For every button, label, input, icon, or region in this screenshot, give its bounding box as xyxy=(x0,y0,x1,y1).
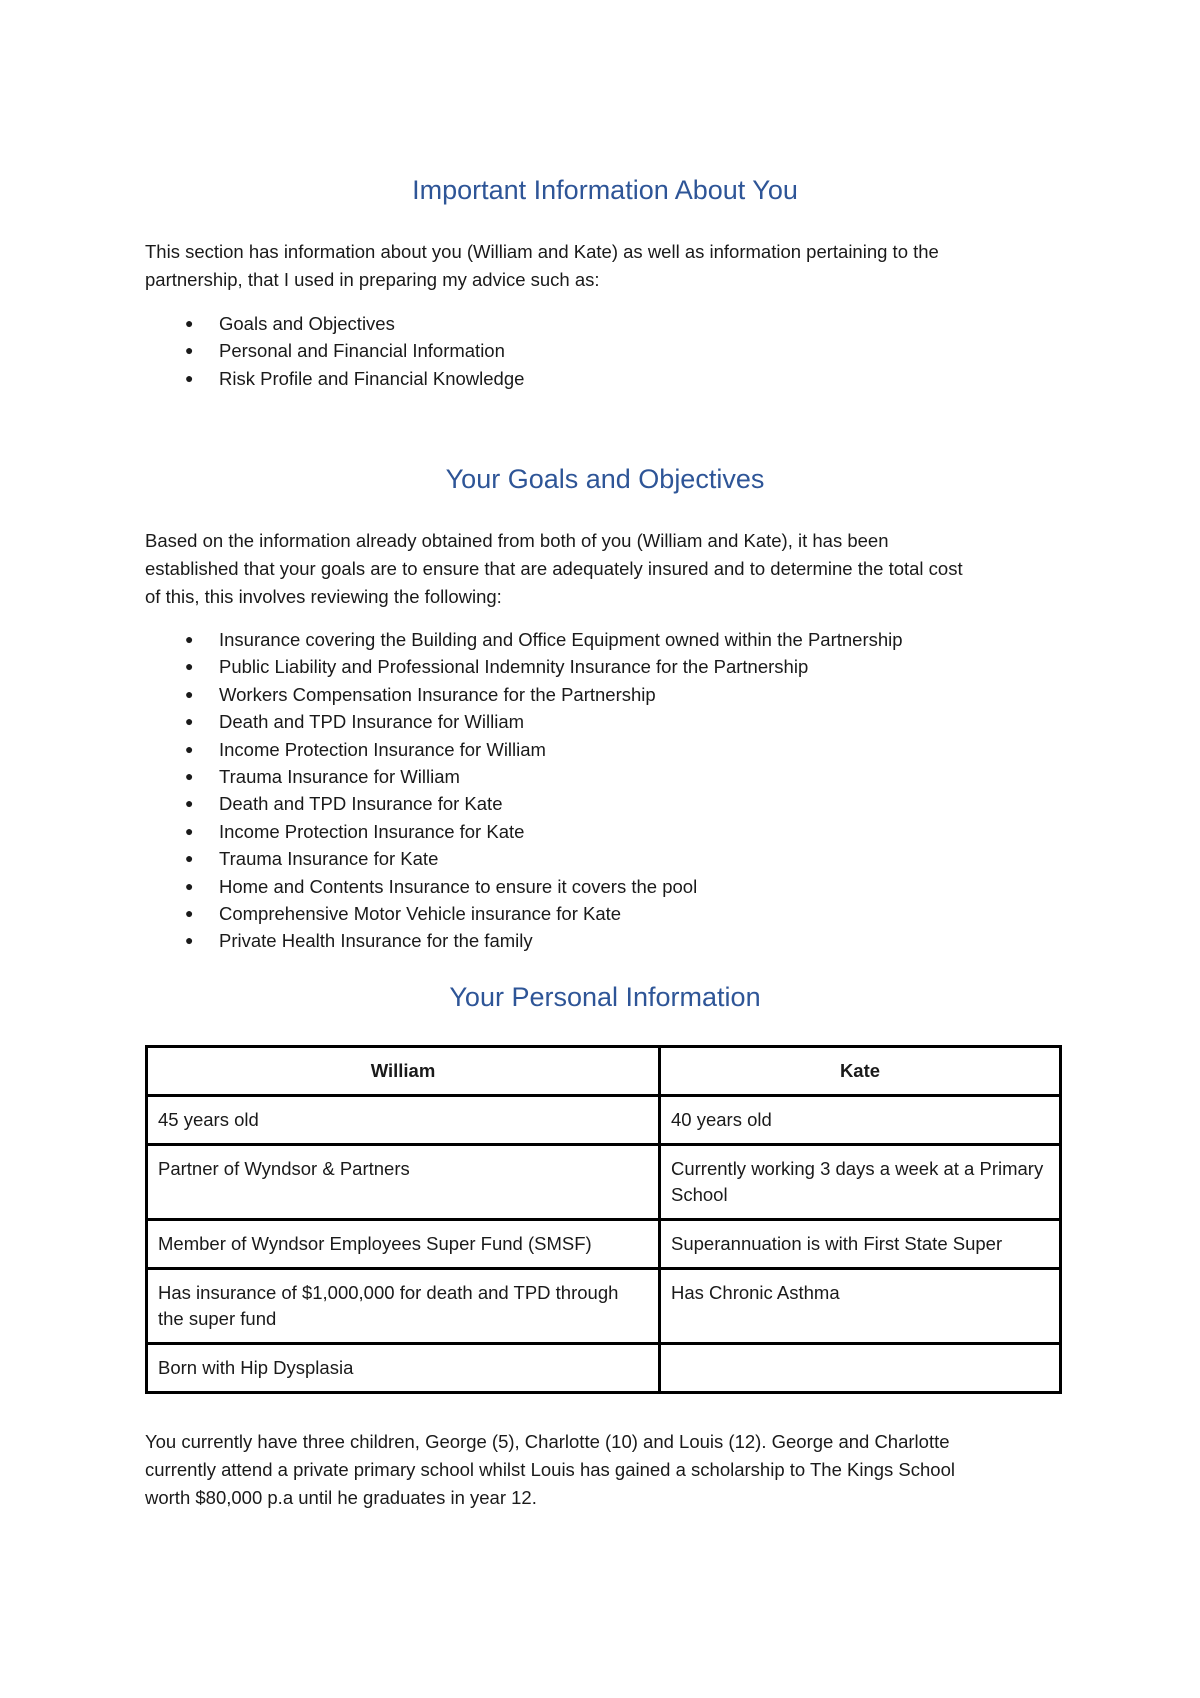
list-item xyxy=(145,845,1065,872)
list-item xyxy=(145,900,1065,927)
section2-intro xyxy=(145,527,1065,611)
list-item xyxy=(145,310,1065,337)
table-cell: Member of Wyndsor Employees Super Fund (SMSF) xyxy=(147,1220,660,1269)
list-item xyxy=(145,653,1065,680)
list-item xyxy=(145,365,1065,392)
heading-personal-information: Your Personal Information xyxy=(449,982,761,1012)
intro-line: This section has information about you (William and Kate) as well as information pertaining to the xyxy=(145,241,939,262)
bullet-icon: ● xyxy=(185,631,194,647)
table-row xyxy=(147,1269,1061,1344)
table-cell: 40 years old xyxy=(660,1096,1061,1145)
bullet-icon: ● xyxy=(185,795,194,812)
section2-bullet-list xyxy=(145,626,1065,955)
list-item-text: Trauma Insurance for William xyxy=(219,766,460,788)
list-item-text: Trauma Insurance for Kate xyxy=(219,848,439,870)
table-cell: 45 years old xyxy=(147,1096,660,1145)
intro-line: of this, this involves reviewing the following: xyxy=(145,586,502,607)
bullet-icon: ● xyxy=(185,877,194,894)
bullet-icon: ● xyxy=(185,740,194,757)
heading-important-information: Important Information About You xyxy=(412,175,798,205)
table-row xyxy=(147,1096,1061,1145)
column-header-kate: Kate xyxy=(660,1047,1061,1096)
table-cell xyxy=(660,1344,1061,1393)
paragraph-line: currently attend a private primary school whilst Louis has gained a scholarship to The Kings School xyxy=(145,1459,955,1480)
bullet-icon: ● xyxy=(185,822,194,839)
list-item xyxy=(145,927,1065,954)
table-cell: Has Chronic Asthma xyxy=(660,1269,1061,1344)
table-cell: Born with Hip Dysplasia xyxy=(147,1344,660,1393)
table-cell: Superannuation is with First State Super xyxy=(660,1220,1061,1269)
column-header-william: William xyxy=(147,1047,660,1096)
list-item-text: Goals and Objectives xyxy=(219,313,395,334)
bullet-icon: ● xyxy=(185,342,194,359)
intro-line: partnership, that I used in preparing my advice such as: xyxy=(145,269,600,290)
list-item xyxy=(145,337,1065,364)
table-cell: Partner of Wyndsor & Partners xyxy=(147,1145,660,1220)
heading-goals-objectives: Your Goals and Objectives xyxy=(445,464,765,494)
bullet-icon: ● xyxy=(185,713,194,730)
list-item-text: Death and TPD Insurance for William xyxy=(219,711,525,733)
section1-bullet-list xyxy=(145,310,1065,392)
list-item-text: Public Liability and Professional Indemnity Insurance for the Partnership xyxy=(219,656,809,678)
bullet-icon: ● xyxy=(185,932,194,949)
list-item xyxy=(145,626,1065,653)
list-item-text: Insurance covering the Building and Office Equipment owned within the Partnership xyxy=(219,629,903,650)
table-row xyxy=(147,1220,1061,1269)
list-item-text: Personal and Financial Information xyxy=(219,340,505,362)
list-item xyxy=(145,681,1065,708)
bullet-icon: ● xyxy=(185,850,194,867)
bullet-icon: ● xyxy=(185,658,194,675)
list-item-text: Income Protection Insurance for William xyxy=(219,738,546,760)
list-item xyxy=(145,736,1065,763)
list-item-text: Home and Contents Insurance to ensure it covers the pool xyxy=(219,875,698,897)
list-item-text: Workers Compensation Insurance for the Partnership xyxy=(219,683,656,705)
children-paragraph xyxy=(145,1428,1065,1512)
list-item-text: Private Health Insurance for the family xyxy=(219,930,533,952)
bullet-icon: ● xyxy=(185,315,194,331)
list-item xyxy=(145,708,1065,735)
table-row xyxy=(147,1145,1061,1220)
table-cell: Has insurance of $1,000,000 for death and TPD through the super fund xyxy=(147,1269,660,1344)
bullet-icon: ● xyxy=(185,768,194,785)
list-item-text: Income Protection Insurance for Kate xyxy=(219,820,525,842)
intro-line: Based on the information already obtained from both of you (William and Kate), it has been xyxy=(145,530,889,551)
table-row xyxy=(147,1344,1061,1393)
list-item-text: Comprehensive Motor Vehicle insurance for Kate xyxy=(219,903,622,925)
table-header-row xyxy=(147,1047,1061,1096)
list-item-text: Death and TPD Insurance for Kate xyxy=(219,793,503,815)
table-cell: Currently working 3 days a week at a Primary School xyxy=(660,1145,1061,1220)
bullet-icon: ● xyxy=(185,905,194,922)
bullet-icon: ● xyxy=(185,685,194,702)
list-item xyxy=(145,818,1065,845)
list-item xyxy=(145,873,1065,900)
paragraph-line: You currently have three children, George (5), Charlotte (10) and Louis (12). George and Charlotte xyxy=(145,1431,950,1452)
list-item xyxy=(145,763,1065,790)
list-item xyxy=(145,790,1065,817)
section1-intro xyxy=(145,238,1065,294)
personal-info-table xyxy=(145,1045,1062,1394)
intro-line: established that your goals are to ensure that are adequately insured and to determine the total cost xyxy=(145,558,963,579)
paragraph-line: worth $80,000 p.a until he graduates in year 12. xyxy=(145,1487,537,1508)
list-item-text: Risk Profile and Financial Knowledge xyxy=(219,367,525,389)
bullet-icon: ● xyxy=(185,369,194,386)
